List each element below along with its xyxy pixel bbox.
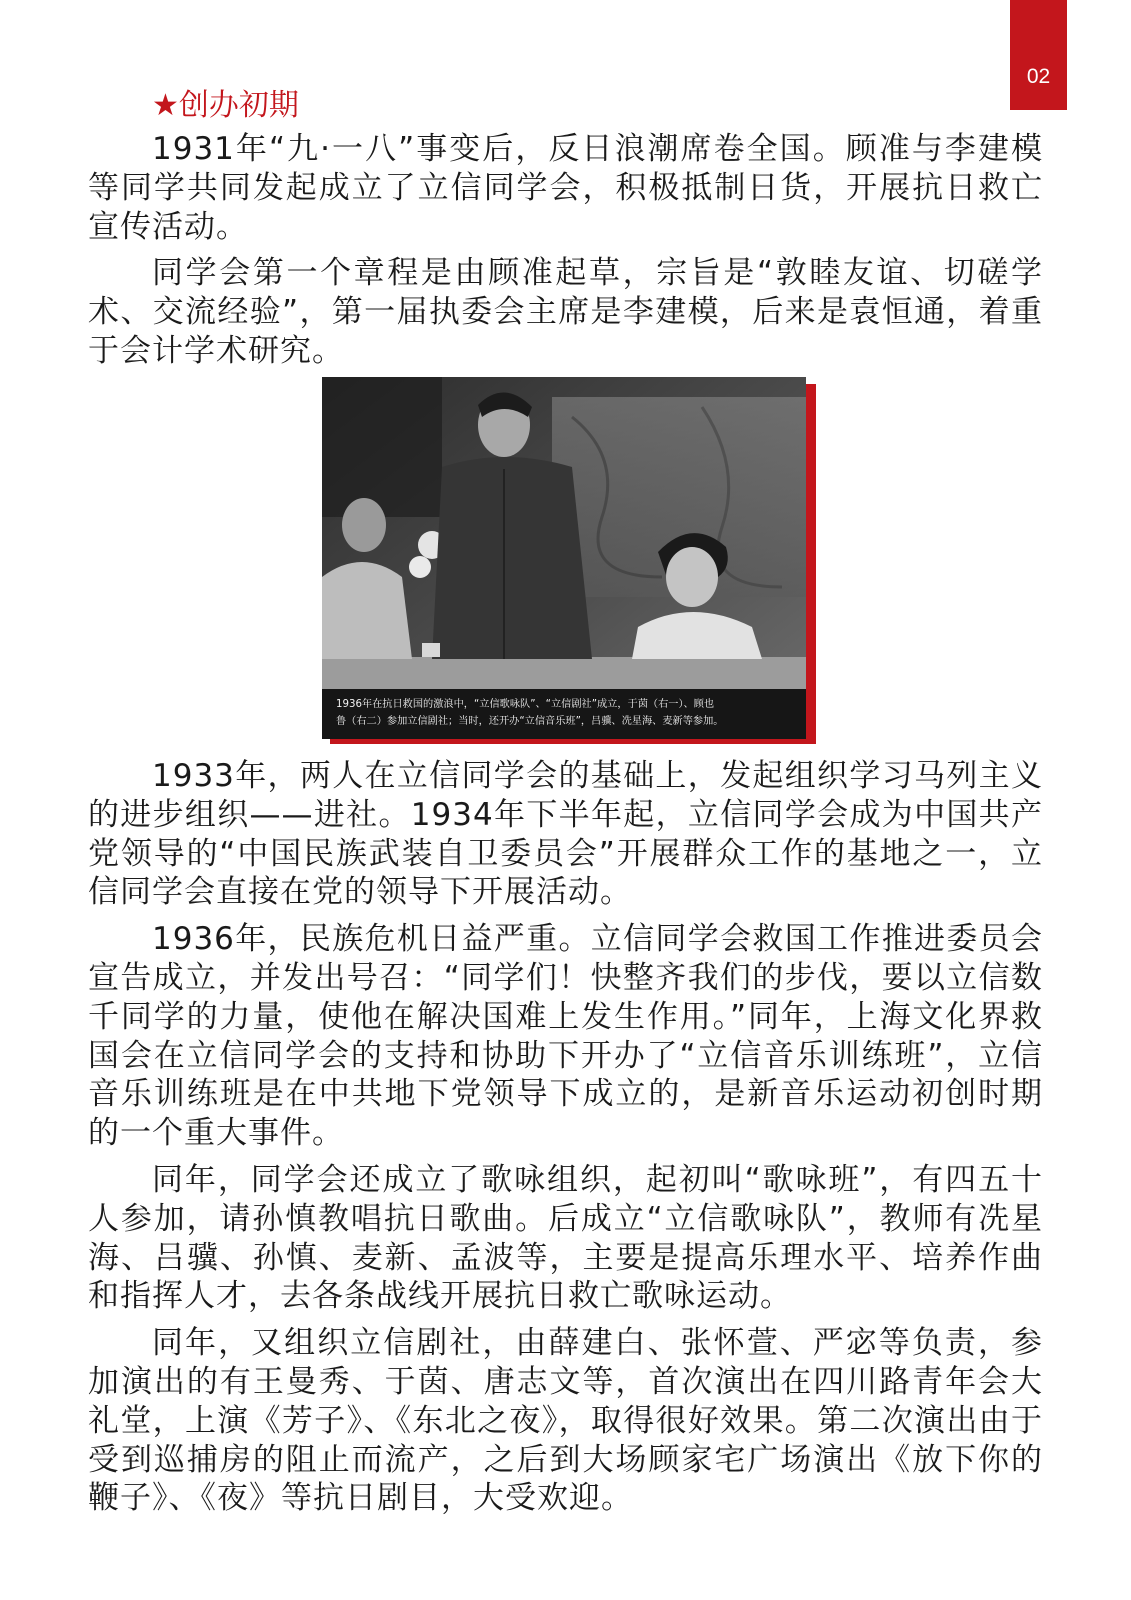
photo-caption [322, 689, 806, 739]
paragraph: 1931年“九·一八”事变后，反日浪潮席卷全国。顾准与李建模等同学共同发起成立了立信同学会，积极抵制日货，开展抗日救亡宣传活动。 [88, 131, 1043, 245]
paragraph: 1936年，民族危机日益严重。立信同学会救国工作推进委员会宣告成立，并发出号召：“同学们！快整齐我们的步伐，要以立信数千同学的力量，使他在解决国难上发生作用。”同年，上海文化界救国会在立信同学会的支持和协助下开办了“立信音乐训练班”，立信音乐训练班是在中共地下党领导下成立的，是新音乐运动初创时期的一个重大事件。 [88, 921, 1043, 1152]
photo-caption-line: 1936年在抗日救国的激浪中，“立信歌咏队”、“立信剧社”成立，于茵（右一）、顾也 [336, 699, 715, 710]
text-block-before-photo [88, 130, 1043, 379]
section-heading: ★创办初期 [152, 88, 299, 123]
photo-caption-line: 鲁（右二）参加立信剧社；当时，还开办“立信音乐班”，吕骥、冼星海、麦新等参加。 [336, 716, 724, 727]
historical-photo [322, 377, 806, 739]
paragraph: 同年，又组织立信剧社，由薛建白、张怀萱、严宓等负责，参加演出的有王曼秀、于茵、唐志文等，首次演出在四川路青年会大礼堂，上演《芳子》、《东北之夜》，取得很好效果。第二次演出由于受到巡捕房的阻止而流产，之后到大场顾家宅广场演出《放下你的鞭子》、《夜》等抗日剧目，大受欢迎。 [88, 1325, 1043, 1517]
photo-illustration [322, 377, 806, 739]
paragraph: 同年，同学会还成立了歌咏组织，起初叫“歌咏班”，有四五十人参加，请孙慎教唱抗日歌曲。后成立“立信歌咏队”，教师有冼星海、吕骥、孙慎、麦新、孟波等，主要是提高乐理水平、培养作曲和指挥人才，去各条战线开展抗日救亡歌咏运动。 [88, 1161, 1043, 1315]
page-number-tab [1010, 0, 1067, 110]
paragraph: 1933年，两人在立信同学会的基础上，发起组织学习马列主义的进步组织——进社。1934年下半年起，立信同学会成为中国共产党领导的“中国民族武装自卫委员会”开展群众工作的基地之一，立信同学会直接在党的领导下开展活动。 [88, 758, 1043, 911]
page-number: 02 [1026, 65, 1051, 88]
text-block-after-photo [88, 757, 1043, 1526]
paragraph: 同学会第一个章程是由顾准起草，宗旨是“敦睦友谊、切磋学术、交流经验”，第一届执委会主席是李建模，后来是袁恒通，着重于会计学术研究。 [88, 255, 1043, 369]
